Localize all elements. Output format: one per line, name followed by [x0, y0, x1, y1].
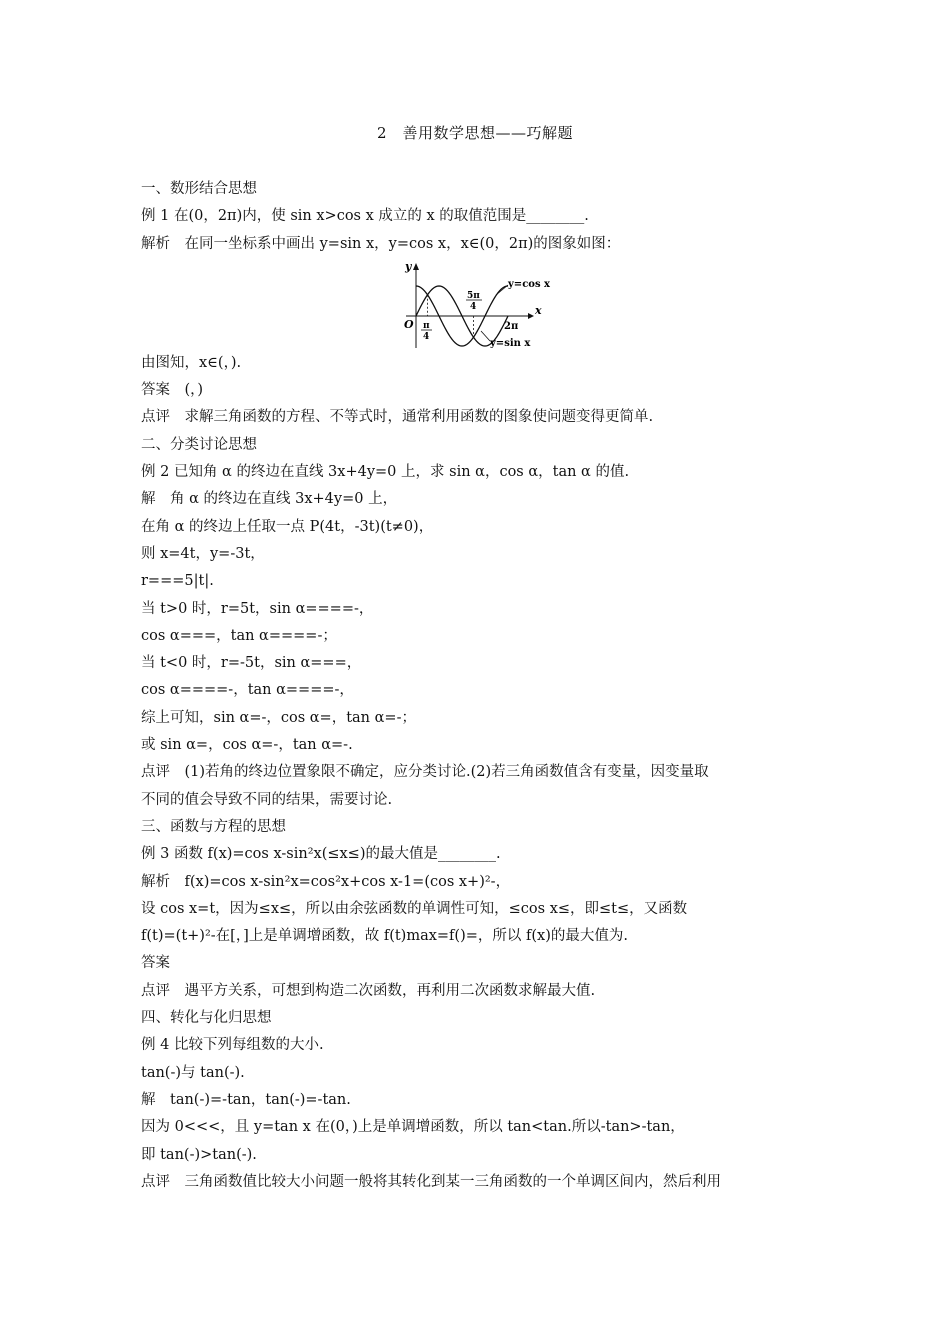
pi4-numerator: π [423, 320, 430, 331]
text-line: 二、分类讨论思想 [141, 436, 257, 453]
text-line: 当 t>0 时，r=5t，sin α====-， [141, 600, 374, 617]
text-line: f(t)=(t+)²-在[，]上是单调增函数，故 f(t)max=f()=，所以 f(x)的最大值为. [141, 928, 628, 945]
text-line: 答案 [141, 955, 170, 972]
document-body [141, 176, 813, 1196]
text-line: 因为 0<<<，且 y=tan x 在(0，)上是单调增函数，所以 tan<tan.所以-tan>-tan， [141, 1119, 685, 1136]
text-line: 综上可知，sin α=-，cos α=，tan α=-； [141, 709, 416, 726]
text-line: 在角 α 的终边上任取一点 P(4t，-3t)(t≠0)， [141, 518, 434, 535]
text-line: 则 x=4t，y=-3t， [141, 545, 265, 562]
text-line: 当 t<0 时，r=-5t，sin α===， [141, 655, 362, 672]
5pi4-numerator: 5π [467, 290, 480, 301]
text-line: 例 1 在(0，2π)内，使 sin x>cos x 成立的 x 的取值范围是________. [141, 208, 589, 225]
y-axis-label: y [405, 259, 412, 273]
text-line: 三、函数与方程的思想 [141, 818, 286, 835]
text-line: 例 4 比较下列每组数的大小. [141, 1037, 324, 1054]
text-line: 例 2 已知角 α 的终边在直线 3x+4y=0 上，求 sin α，cos α，tan α 的值. [141, 464, 630, 481]
text-line: cos α===，tan α====-； [141, 627, 337, 644]
pi4-denominator: 4 [423, 331, 430, 342]
text-line: 解析 f(x)=cos x-sin²x=cos²x+cos x-1=(cos x+)²-， [141, 873, 511, 890]
sin-label-leader [481, 331, 490, 341]
text-line: 由图知，x∈(，). [141, 354, 242, 371]
text-line: 点评 遇平方关系，可想到构造二次函数，再利用二次函数求解最大值. [141, 982, 596, 999]
cos-curve-label: y=cos x [508, 278, 551, 290]
x-axis-label: x [535, 303, 542, 317]
sin-cos-graph [396, 258, 566, 350]
sin-curve-label: y=sin x [490, 337, 531, 349]
text-line: 解析 在同一坐标系中画出 y=sin x，y=cos x，x∈(0，2π)的图象如图： [141, 235, 621, 252]
text-line: tan(-)与 tan(-). [141, 1064, 245, 1081]
text-line: 不同的值会导致不同的结果，需要讨论. [141, 791, 393, 808]
text-line: 点评 求解三角函数的方程、不等式时，通常利用函数的图象使问题变得更简单. [141, 409, 654, 426]
5pi4-denominator: 4 [470, 301, 477, 312]
text-line: 设 cos x=t，因为≤x≤，所以由余弦函数的单调性可知，≤cos x≤，即≤t≤，又函数 [141, 900, 688, 917]
text-line: 点评 (1)若角的终边位置象限不确定，应分类讨论.(2)若三角函数值含有变量，因变量取 [141, 764, 709, 781]
2pi-label: 2π [504, 320, 519, 332]
sin-cos-graph-figure [141, 258, 813, 350]
text-line: 解 角 α 的终边在直线 3x+4y=0 上， [141, 491, 398, 508]
text-line: 解 tan(-)=-tan，tan(-)=-tan. [141, 1091, 351, 1108]
text-line: 答案 (，) [141, 382, 204, 399]
text-line: 例 3 函数 f(x)=cos x-sin²x(≤x≤)的最大值是________. [141, 846, 501, 863]
text-line: 或 sin α=，cos α=-，tan α=-. [141, 737, 353, 754]
cos-label-leader [496, 285, 508, 295]
text-line: 即 tan(-)>tan(-). [141, 1146, 257, 1163]
text-line: 点评 三角函数值比较大小问题一般将其转化到某一三角函数的一个单调区间内，然后利用 [141, 1173, 721, 1190]
y-axis-arrow [413, 263, 419, 270]
origin-label: O [404, 317, 414, 331]
page-title: 2 善用数学思想——巧解题 [376, 124, 574, 142]
text-line: 一、数形结合思想 [141, 181, 257, 197]
text-line: cos α====-，tan α====-， [141, 682, 354, 699]
text-line: r===5|t|. [141, 573, 214, 590]
text-line: 四、转化与化归思想 [141, 1010, 272, 1027]
x-axis-arrow [528, 313, 534, 319]
